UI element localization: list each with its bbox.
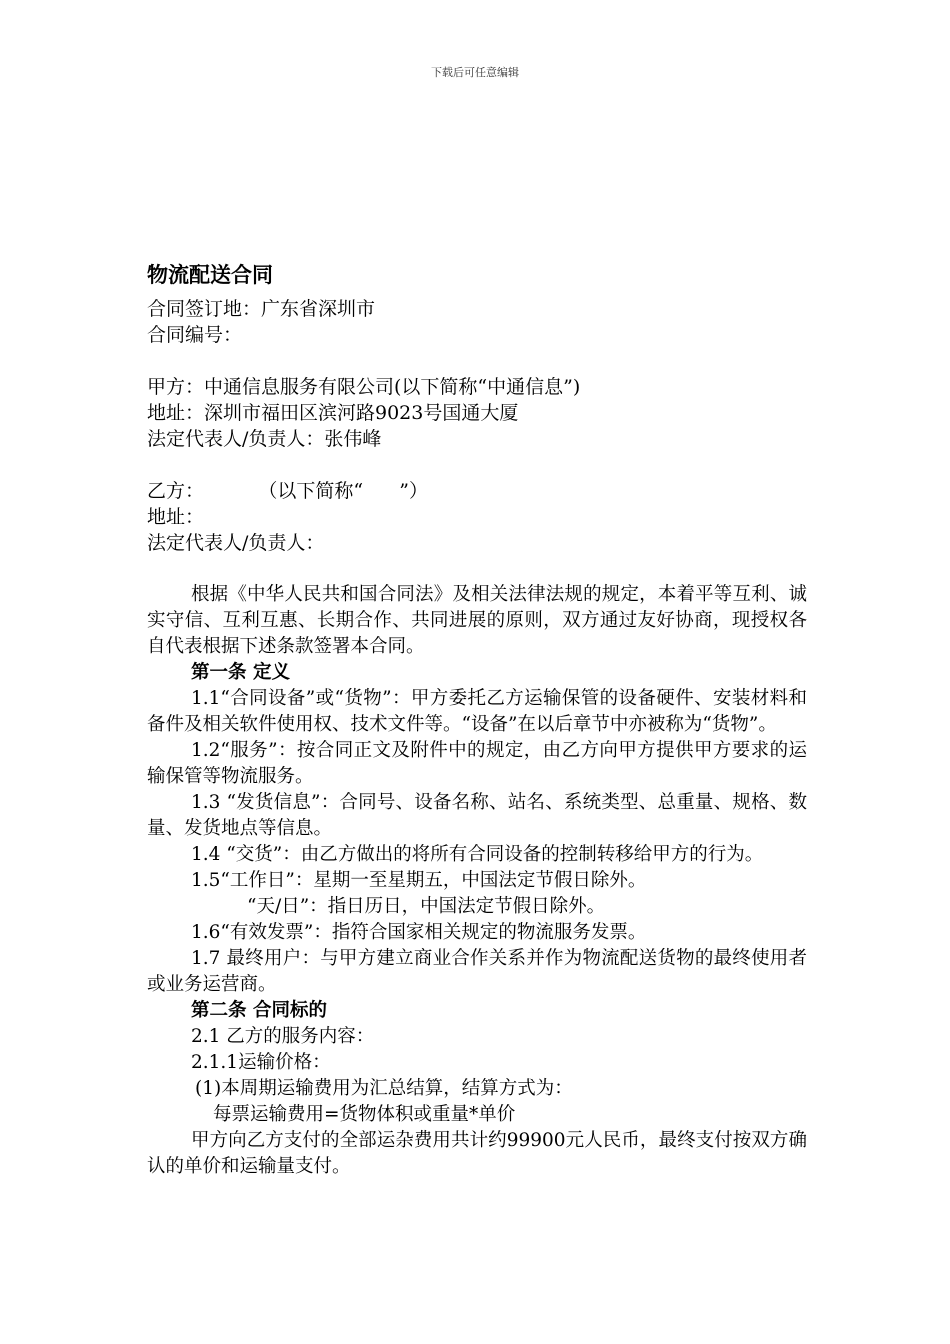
header-note: 下载后可任意编辑 (431, 66, 519, 79)
party-b-name: 乙方： （以下简称“ ”） (147, 480, 429, 502)
party-a-address: 地址：深圳市福田区滨河路9023号国通大厦 (147, 402, 519, 424)
total-payment-paragraph: 甲方向乙方支付的全部运杂费用共计约99900元人民币，最终支付按双方确认的单价和运输量支付。 (147, 1130, 807, 1177)
clause-1-1: 1.1“合同设备”或“货物”：甲方委托乙方运输保管的设备硬件、安装材料和备件及相关软件使用权、技术文件等。“设备”在以后章节中亦被称为“货物”。 (147, 688, 807, 735)
clause-1-5: 1.5“工作日”：星期一至星期五，中国法定节假日除外。 (191, 870, 647, 891)
clause-1-3: 1.3 “发货信息”：合同号、设备名称、站名、系统类型、总重量、规格、数量、发货地点等信息。 (147, 792, 807, 839)
party-a-representative: 法定代表人/负责人：张伟峰 (147, 428, 382, 450)
freight-formula: 每票运输费用=货物体积或重量*单价 (213, 1104, 516, 1125)
party-b-representative: 法定代表人/负责人： (147, 532, 325, 554)
clause-2-item-1: (1)本周期运输费用为汇总结算，结算方式为： (195, 1078, 573, 1099)
clause-2-1-1: 2.1.1运输价格： (191, 1052, 331, 1073)
document-body (147, 260, 807, 1180)
clause-1-4: 1.4 “交货”：由乙方做出的将所有合同设备的控制转移给甲方的行为。 (191, 844, 764, 865)
clause-1-2: 1.2“服务”：按合同正文及附件中的规定，由乙方向甲方提供甲方要求的运输保管等物流服务。 (147, 740, 807, 787)
clause-1-7: 1.7 最终用户：与甲方建立商业合作关系并作为物流配送货物的最终使用者或业务运营商。 (147, 948, 807, 995)
party-a-name: 甲方：中通信息服务有限公司(以下简称“中通信息”) (147, 376, 581, 398)
spacer (147, 556, 807, 582)
sign-place: 合同签订地：广东省深圳市 (147, 298, 376, 320)
clause-1-5-day: “天/日”：指日历日，中国法定节假日除外。 (247, 896, 606, 917)
spacer (147, 348, 807, 374)
party-b-address: 地址： (147, 506, 205, 528)
spacer (147, 452, 807, 478)
contract-number: 合同编号： (147, 324, 243, 346)
article-2-heading: 第二条 合同标的 (191, 1000, 327, 1021)
document-title: 物流配送合同 (147, 263, 273, 287)
article-1-heading: 第一条 定义 (191, 662, 290, 683)
clause-1-6: 1.6“有效发票”：指符合国家相关规定的物流服务发票。 (191, 922, 647, 943)
preamble-paragraph: 根据《中华人民共和国合同法》及相关法律法规的规定，本着平等互利、诚实守信、互利互惠、长期合作、共同进展的原则，双方通过友好协商，现授权各自代表根据下述条款签署本合同。 (147, 584, 807, 657)
clause-2-1: 2.1 乙方的服务内容： (191, 1026, 375, 1047)
